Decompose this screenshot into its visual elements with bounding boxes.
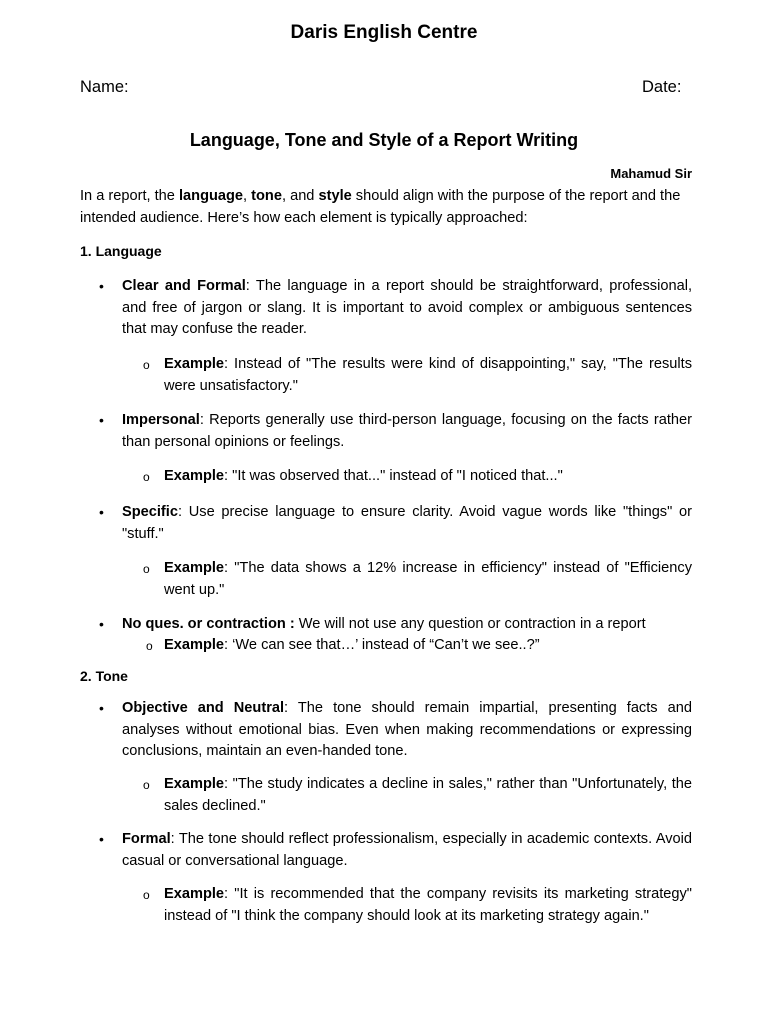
example-label: Example	[164, 637, 225, 653]
list-item: No ques. or contraction : We will not use any question or contraction in a report	[122, 616, 646, 632]
keyword-tone: tone	[251, 188, 282, 204]
sub-bullet-icon: o	[143, 358, 150, 372]
sub-bullet-icon: o	[143, 778, 150, 792]
term: Objective and Neutral	[122, 700, 285, 716]
section-heading-tone: 2. Tone	[80, 668, 128, 684]
author-name: Mahamud Sir	[610, 166, 692, 181]
bullet-icon: •	[99, 504, 104, 520]
example-label: Example	[164, 560, 225, 576]
bullet-icon: •	[99, 616, 104, 632]
list-item: Clear and Formal: The language in a report should be straightforward, professional, and free of jargon or slang. It is important to avoid complex or ambiguous sentences that may confuse the reader.	[122, 278, 692, 337]
term: Clear and Formal	[122, 278, 246, 294]
document-title: Language, Tone and Style of a Report Writing	[189, 130, 579, 150]
example-label: Example	[164, 468, 225, 484]
intro-paragraph: In a report, the language, tone, and style should align with the purpose of the report and the intended audience. Here’s how each element is typically approached:	[80, 188, 681, 226]
example-label: Example	[164, 356, 225, 372]
keyword-style: style	[318, 188, 352, 204]
example-item: Example: Instead of "The results were kind of disappointing," say, "The results were unsatisfactory."	[164, 356, 692, 394]
example-label: Example	[164, 776, 225, 792]
list-item: Formal: The tone should reflect professionalism, especially in academic contexts. Avoid casual or conversational language.	[122, 831, 692, 869]
bullet-icon: •	[99, 412, 104, 428]
example-item: Example: "The data shows a 12% increase in efficiency" instead of "Efficiency went up."	[164, 560, 692, 598]
term: Impersonal	[122, 412, 200, 428]
organization-title: Daris English Centre	[290, 22, 478, 43]
bullet-icon: •	[99, 700, 104, 716]
example-item: Example: ‘We can see that…’ instead of “Can’t we see..?”	[164, 637, 540, 653]
term: No ques. or contraction :	[122, 616, 295, 632]
section-heading-language: 1. Language	[80, 243, 162, 259]
list-item: Specific: Use precise language to ensure clarity. Avoid vague words like "things" or "stuff."	[122, 504, 692, 542]
sub-bullet-icon: o	[143, 470, 150, 484]
sub-bullet-icon: o	[146, 639, 153, 653]
list-item: Objective and Neutral: The tone should remain impartial, presenting facts and analyses without emotional bias. Even when making recommendations or expressing conclusions, maintain an even-handed tone.	[122, 700, 692, 759]
name-label: Name:	[80, 78, 129, 96]
keyword-language: language	[178, 188, 244, 204]
example-item: Example: "It was observed that..." instead of "I noticed that..."	[164, 468, 563, 484]
date-label: Date:	[642, 78, 682, 96]
term: Specific	[122, 504, 178, 520]
example-label: Example	[164, 886, 225, 902]
bullet-icon: •	[99, 831, 104, 847]
example-item: Example: "The study indicates a decline in sales," rather than "Unfortunately, the sales declined."	[164, 776, 692, 814]
bullet-icon: •	[99, 278, 104, 294]
example-item: Example: "It is recommended that the company revisits its marketing strategy" instead of "I think the company should look at its marketing strategy again."	[164, 886, 692, 924]
list-item: Impersonal: Reports generally use third-person language, focusing on the facts rather than personal opinions or feelings.	[122, 412, 692, 450]
term: Formal	[122, 831, 171, 847]
sub-bullet-icon: o	[143, 888, 150, 902]
sub-bullet-icon: o	[143, 562, 150, 576]
